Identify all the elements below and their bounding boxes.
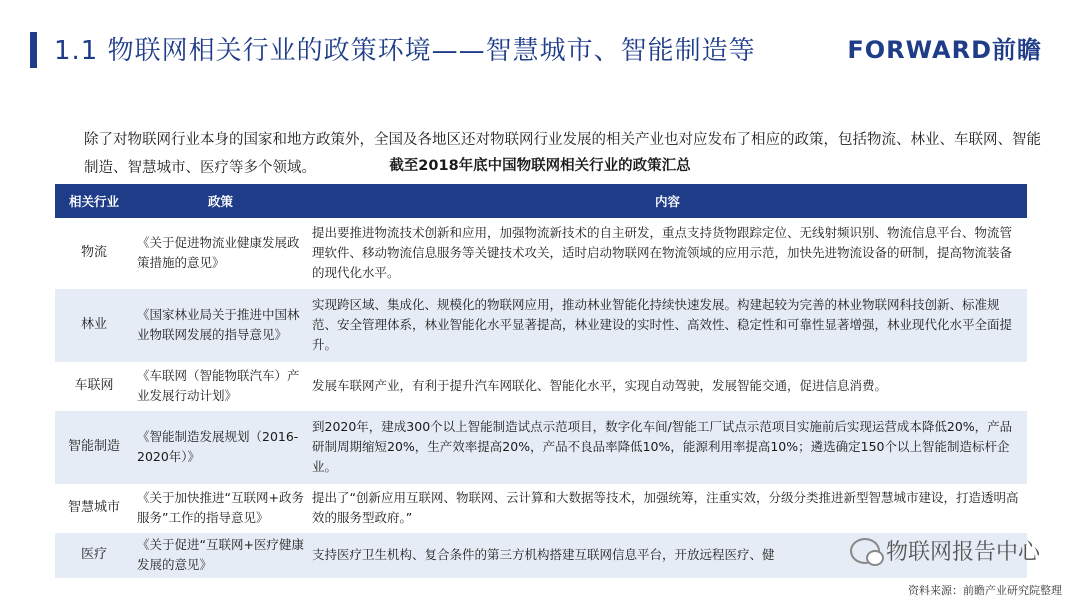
policy-cell: 《关于加快推进“互联网+政务服务”工作的指导意见》 xyxy=(133,484,308,532)
policy-table xyxy=(55,184,1027,579)
content-cell: 实现跨区域、集成化、规模化的物联网应用，推动林业智能化持续快速发展。构建起较为完善的林业物联网科技创新、标准规范、安全管理体系，林业智能化水平显著提高，林业建设的实时性、高效性、稳定性和可靠性显著增强，林业现代化水平全面提升。 xyxy=(308,288,1027,362)
industry-cell: 智能制造 xyxy=(55,410,133,484)
watermark-text: 物联网报告中心 xyxy=(885,540,1040,565)
title-accent-bar xyxy=(30,32,37,68)
wechat-watermark xyxy=(850,535,1040,566)
table-row xyxy=(55,484,1027,532)
forward-logo: FORWARD前瞻 xyxy=(847,36,1042,64)
industry-cell: 林业 xyxy=(55,288,133,362)
industry-cell: 车联网 xyxy=(55,362,133,410)
wechat-icon xyxy=(850,538,880,564)
policy-cell: 《智能制造发展规划（2016-2020年）》 xyxy=(133,410,308,484)
content-cell: 到2020年，建成300个以上智能制造试点示范项目，数字化车间/智能工厂试点示范项目实施前后实现运营成本降低20%，产品研制周期缩短20%，生产效率提高20%，产品不良品率降低10%，能源利用率提高10%；遴选确定150个以上智能制造标杆企业。 xyxy=(308,410,1027,484)
table-title: 截至2018年底中国物联网相关行业的政策汇总 xyxy=(389,158,691,174)
policy-cell: 《国家林业局关于推进中国林业物联网发展的指导意见》 xyxy=(133,288,308,362)
policy-cell: 《车联网（智能物联汽车）产业发展行动计划》 xyxy=(133,362,308,410)
table-row xyxy=(55,218,1027,288)
intro-text: 除了对物联网行业本身的国家和地方政策外，全国及各地区还对物联网行业发展的相关产业也对应发布了相应的政策，包括物流、林业、车联网、智能制造、智慧城市、医疗等多个领域。 xyxy=(84,132,1041,176)
industry-cell: 医疗 xyxy=(55,532,133,578)
header-content: 内容 xyxy=(308,184,1027,218)
industry-cell: 物流 xyxy=(55,218,133,288)
table-row xyxy=(55,288,1027,362)
content-cell: 支持医疗卫生机构、复合条件的第三方机构搭建互联网信息平台，开放远程医疗、健 xyxy=(308,532,1027,578)
table-header-row xyxy=(55,184,1027,218)
policy-cell: 《关于促进物流业健康发展政策措施的意见》 xyxy=(133,218,308,288)
content-cell: 提出要推进物流技术创新和应用，加强物流新技术的自主研发，重点支持货物跟踪定位、无线射频识别、物流信息平台、物流管理软件、移动物流信息服务等关键技术攻关，适时启动物联网在物流领域的应用示范，加快先进物流设备的研制，提高物流装备的现代化水平。 xyxy=(308,218,1027,288)
industry-cell: 智慧城市 xyxy=(55,484,133,532)
header-policy: 政策 xyxy=(133,184,308,218)
page-title: 1.1 物联网相关行业的政策环境——智慧城市、智能制造等 xyxy=(54,36,756,66)
policy-cell: 《关于促进“互联网+医疗健康发展的意见》 xyxy=(133,532,308,578)
source-note: 资料来源：前瞻产业研究院整理 xyxy=(908,584,1062,597)
content-cell: 提出了“创新应用互联网、物联网、云计算和大数据等技术，加强统筹，注重实效，分级分类推进新型智慧城市建设，打造透明高效的服务型政府。” xyxy=(308,484,1027,532)
table-row xyxy=(55,362,1027,410)
content-cell: 发展车联网产业，有利于提升汽车网联化、智能化水平，实现自动驾驶，发展智能交通，促进信息消费。 xyxy=(308,362,1027,410)
header-industry: 相关行业 xyxy=(55,184,133,218)
table-row xyxy=(55,410,1027,484)
